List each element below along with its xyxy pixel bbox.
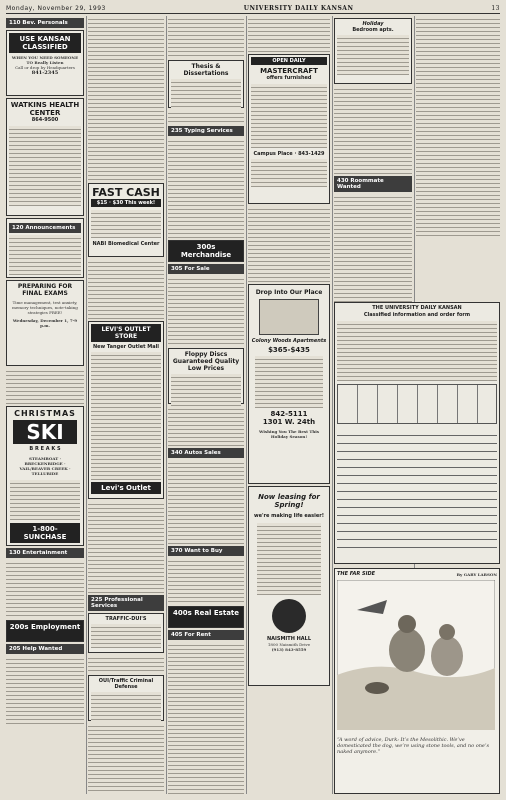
help-wanted-text — [88, 259, 164, 319]
far-side-cartoon — [337, 580, 495, 730]
for-rent-text — [168, 642, 244, 794]
preparing-body: Time management, test anxiety, memory techniques, note-taking strategies FREE! — [12, 300, 78, 315]
autos-text — [168, 460, 244, 544]
ski-phone: 1-800-SUNCHASE — [10, 523, 80, 543]
ski-breaks: B R E A K S — [29, 446, 61, 452]
for-rent-text — [248, 16, 330, 52]
section-header: 225 Professional Services — [88, 595, 164, 611]
thesis-title: Thesis & Dissertations — [183, 63, 229, 77]
preparing-finals-ad — [6, 280, 84, 366]
column-rule — [332, 16, 333, 794]
column-3 — [168, 16, 244, 794]
preparing-date: Wednesday, December 1, 7-9 p.m. — [12, 318, 78, 328]
real-estate-title: 400s Real Estate — [172, 609, 240, 617]
section-header: 370 Want to Buy — [168, 546, 244, 556]
floppy-details — [171, 374, 241, 408]
use-kansan-subtitle: WHEN YOU NEED SOMEONE TO Really Listen — [11, 55, 79, 65]
typing-text — [168, 138, 244, 238]
masthead-paper: UNIVERSITY DAILY KANSAN — [243, 4, 354, 12]
help-wanted-text — [6, 656, 84, 726]
mastercraft-details — [251, 84, 327, 148]
holiday-title: Holiday — [362, 21, 384, 27]
levis-brand: Levi's Outlet — [91, 482, 161, 494]
naismith-address: 1800 Naismith Drive — [267, 642, 311, 647]
watkins-phone: 864-9500 — [31, 117, 59, 123]
use-kansan-title: USE KANSAN CLASSIFIED — [9, 33, 81, 53]
ski-breaks-ad — [6, 406, 84, 546]
column-2 — [88, 16, 164, 794]
section-header: 430 Roommate Wanted — [334, 176, 412, 192]
oui-traffic-ad — [88, 675, 164, 721]
colony-wishing: Wishing You The Best This Holiday Season! — [258, 429, 320, 439]
real-estate-banner — [168, 606, 244, 628]
section-header: 405 For Rent — [168, 630, 244, 640]
caveman-figure — [431, 636, 463, 676]
entertainment-text — [6, 560, 84, 618]
naismith-title: NAISMITH HALL — [266, 636, 312, 642]
for-sale-text — [168, 406, 244, 446]
far-side-caption: “A word of advice, Durk: It’s the Mesolithic. We’ve domesticated the dog, we’re using stone tools, and no one’s naked anymore.” — [337, 737, 490, 755]
making-life-easier: we're making life easier! — [254, 513, 324, 519]
use-kansan-ad — [6, 30, 84, 96]
far-side-comic — [334, 568, 500, 794]
traffic-details — [91, 624, 161, 648]
for-rent-text — [416, 16, 500, 236]
nabi-name: NABI Biomedical Center — [92, 241, 160, 247]
announcements-text — [6, 368, 84, 404]
column-rule — [166, 16, 167, 794]
ski-resorts: STEAMBOAT · BRECKENRIDGE · VAIL/BEAVER CREEK · TELLURIDE — [19, 456, 71, 476]
dog-figure — [365, 682, 389, 694]
section-header: 235 Typing Services — [168, 126, 244, 136]
oui-title: OUI/Traffic Criminal Defense — [98, 678, 154, 690]
levis-details — [91, 352, 161, 480]
mastercraft-ad — [248, 54, 330, 204]
section-header: 120 Announcements — [9, 223, 81, 233]
campus-place: Campus Place · 843-1429 — [253, 151, 325, 157]
traffic-title: TRAFFIC-DUI'S — [105, 616, 147, 622]
floppy-title: Floppy Discs Guaranteed Quality Low Prices — [172, 351, 240, 372]
kansan-form-info — [337, 321, 497, 381]
for-rent-text — [334, 86, 412, 174]
employment-banner — [6, 620, 84, 642]
naismith-features — [257, 523, 321, 595]
merchandise-banner — [168, 240, 244, 262]
colony-address: 1301 W. 24th — [262, 418, 316, 426]
preparing-title: PREPARING FOR FINAL EXAMS — [17, 283, 73, 297]
traffic-dui-ad — [88, 613, 164, 653]
watkins-ad — [6, 98, 84, 216]
levis-subtitle: New Tanger Outlet Mall — [92, 344, 160, 350]
for-sale-text — [168, 276, 244, 346]
fast-cash-details — [91, 210, 161, 238]
caveman-head — [439, 624, 455, 640]
section-header: 110 Bev. Personals — [6, 18, 84, 28]
ski-details — [10, 480, 80, 520]
caveman-head — [398, 615, 416, 633]
kansan-order-form — [334, 302, 500, 564]
levis-outlet-ad — [88, 321, 164, 499]
mastercraft-subtitle: offers furnished — [266, 75, 312, 81]
masthead-page: 13 — [491, 4, 500, 12]
thesis-details — [171, 79, 241, 109]
holiday-apts-ad — [334, 18, 412, 84]
caveman-figure — [389, 628, 425, 672]
colony-phone: 842-5111 — [270, 410, 308, 418]
naismith-ad — [248, 486, 330, 686]
colony-amenities — [255, 356, 323, 408]
fast-cash-subtitle: $15 · $30 This week! — [91, 199, 161, 207]
fast-cash-ad — [88, 183, 164, 257]
kansan-form-subtitle: Classified information and order form — [363, 312, 471, 318]
column-1 — [6, 16, 84, 794]
colony-title: Colony Woods Apartments — [251, 338, 327, 344]
drop-in: Drop Into Our Place — [255, 289, 323, 296]
merchandise-title: 300s Merchandise — [180, 243, 232, 259]
watkins-title: WATKINS HEALTH CENTER — [10, 101, 80, 117]
watkins-hours — [9, 126, 81, 206]
colony-woods-ad — [248, 284, 330, 484]
masthead — [6, 3, 500, 14]
levis-title: LEVI'S OUTLET STORE — [91, 324, 161, 342]
ski-christmas: CHRISTMAS — [14, 409, 76, 418]
naismith-phone: (913) 843-8559 — [271, 647, 307, 652]
far-side-title: THE FAR SIDE — [337, 571, 376, 577]
masthead-date: Monday, November 29, 1993 — [6, 4, 106, 12]
oui-details — [91, 692, 161, 722]
prof-services-text — [88, 655, 164, 673]
help-wanted-text — [88, 501, 164, 593]
help-wanted-text — [168, 16, 244, 58]
column-4 — [248, 16, 330, 794]
colony-price: $365-$435 — [268, 346, 310, 354]
column-rule — [86, 16, 87, 794]
for-rent-text — [248, 206, 330, 282]
kansan-rate-table — [337, 384, 497, 424]
employment-title: 200s Employment — [9, 623, 81, 631]
column-rule — [246, 16, 247, 794]
far-side-author: By GARY LARSON — [456, 571, 497, 577]
mastercraft-addresses — [251, 159, 327, 187]
help-wanted-text — [168, 110, 244, 124]
roommate-text — [334, 194, 412, 306]
kansan-order-fields[interactable] — [337, 428, 497, 548]
now-leasing: Now leasing for Spring! — [258, 493, 320, 509]
thesis-ad — [168, 60, 244, 108]
colony-map — [259, 299, 319, 335]
section-header: 205 Help Wanted — [6, 644, 84, 654]
open-daily: OPEN DAILY — [251, 57, 327, 65]
ski-title: SKI — [13, 420, 77, 444]
mastercraft-title: MASTERCRAFT — [260, 67, 318, 75]
kansan-form-paper: THE UNIVERSITY DAILY KANSAN — [372, 305, 462, 311]
naismith-logo-icon — [272, 599, 306, 633]
announcements-block — [6, 218, 84, 278]
personals-text — [88, 16, 164, 181]
headquarters-text: Call or drop by Headquarters — [15, 65, 75, 70]
bedroom-apts: Bedroom apts. — [352, 27, 394, 33]
section-header: 340 Autos Sales — [168, 448, 244, 458]
fast-cash-title: FAST CASH — [92, 186, 160, 199]
want-to-buy-text — [168, 558, 244, 604]
section-header: 130 Entertainment — [6, 548, 84, 558]
prof-services-text — [88, 723, 164, 793]
section-header: 305 For Sale — [168, 264, 244, 274]
headquarters-phone: 841-2345 — [31, 70, 59, 76]
holiday-details — [337, 35, 409, 75]
announcements-text — [9, 235, 81, 275]
floppy-ad — [168, 348, 244, 404]
